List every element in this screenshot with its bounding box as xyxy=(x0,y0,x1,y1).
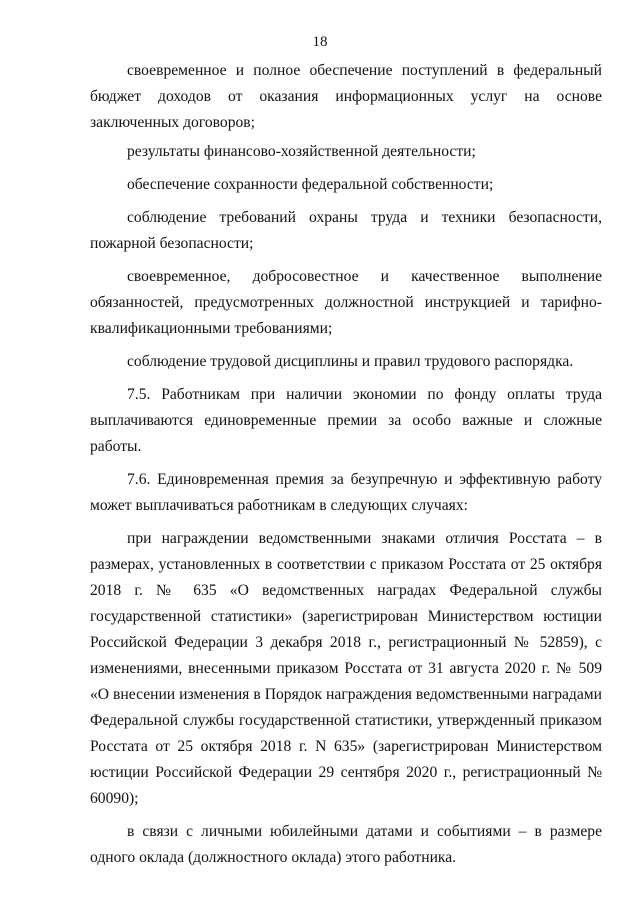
paragraph-labor-safety: соблюдение требований охраны труда и техники безопасности, пожарной безопасности; xyxy=(90,209,602,252)
paragraph-financial-results: результаты финансово-хозяйственной деятельности; xyxy=(127,143,476,160)
paragraph-anniversary: в связи с личными юбилейными датами и событиями – в размере одного оклада (должностного оклада) этого работника. xyxy=(90,823,602,866)
paragraph-duties-performance: своевременное, добросовестное и качественное выполнение обязанностей, предусмотренных должностной инструкцией и тарифно-квалификационными требованиями; xyxy=(90,268,602,337)
paragraph-clause-7-5: 7.5. Работникам при наличии экономии по фонду оплаты труда выплачиваются единовременные премии за особо важные и сложные работы. xyxy=(90,386,602,455)
paragraph-clause-7-6: 7.6. Единовременная премия за безупречную и эффективную работу может выплачиваться работникам в следующих случаях: xyxy=(90,471,602,514)
paragraph-federal-property: обеспечение сохранности федеральной собственности; xyxy=(127,176,494,193)
document-body xyxy=(90,58,602,878)
paragraph-departmental-awards: при награждении ведомственными знаками отличия Росстата – в размерах, установленных в соответствии с приказом Росстата от 25 октября 2018 г. № 635 «О ведомственных наградах Федеральной службы государственной статистики» (зарегистрирован Министерством юстиции Российской Федерации 3 декабря 2018 г., регистрационный № 52859), с изменениями, внесенными приказом Росстата от 31 августа 2020 г. № 509 «О внесении изменения в Порядок награждения ведомственными наградами Федеральной службы государственной статистики, утвержденный приказом Росстата от 25 октября 2018 г. N 635» (зарегистрирован Министерством юстиции Российской Федерации 29 сентября 2020 г., регистрационный № 60090); xyxy=(90,530,602,807)
page-number: 18 xyxy=(312,34,328,50)
paragraph-labor-discipline: соблюдение трудовой дисциплины и правил трудового распорядка. xyxy=(127,353,574,370)
paragraph-timely-budget-revenue: своевременное и полное обеспечение поступлений в федеральный бюджет доходов от оказания информационных услуг на основе заключенных договоров; xyxy=(90,62,602,131)
